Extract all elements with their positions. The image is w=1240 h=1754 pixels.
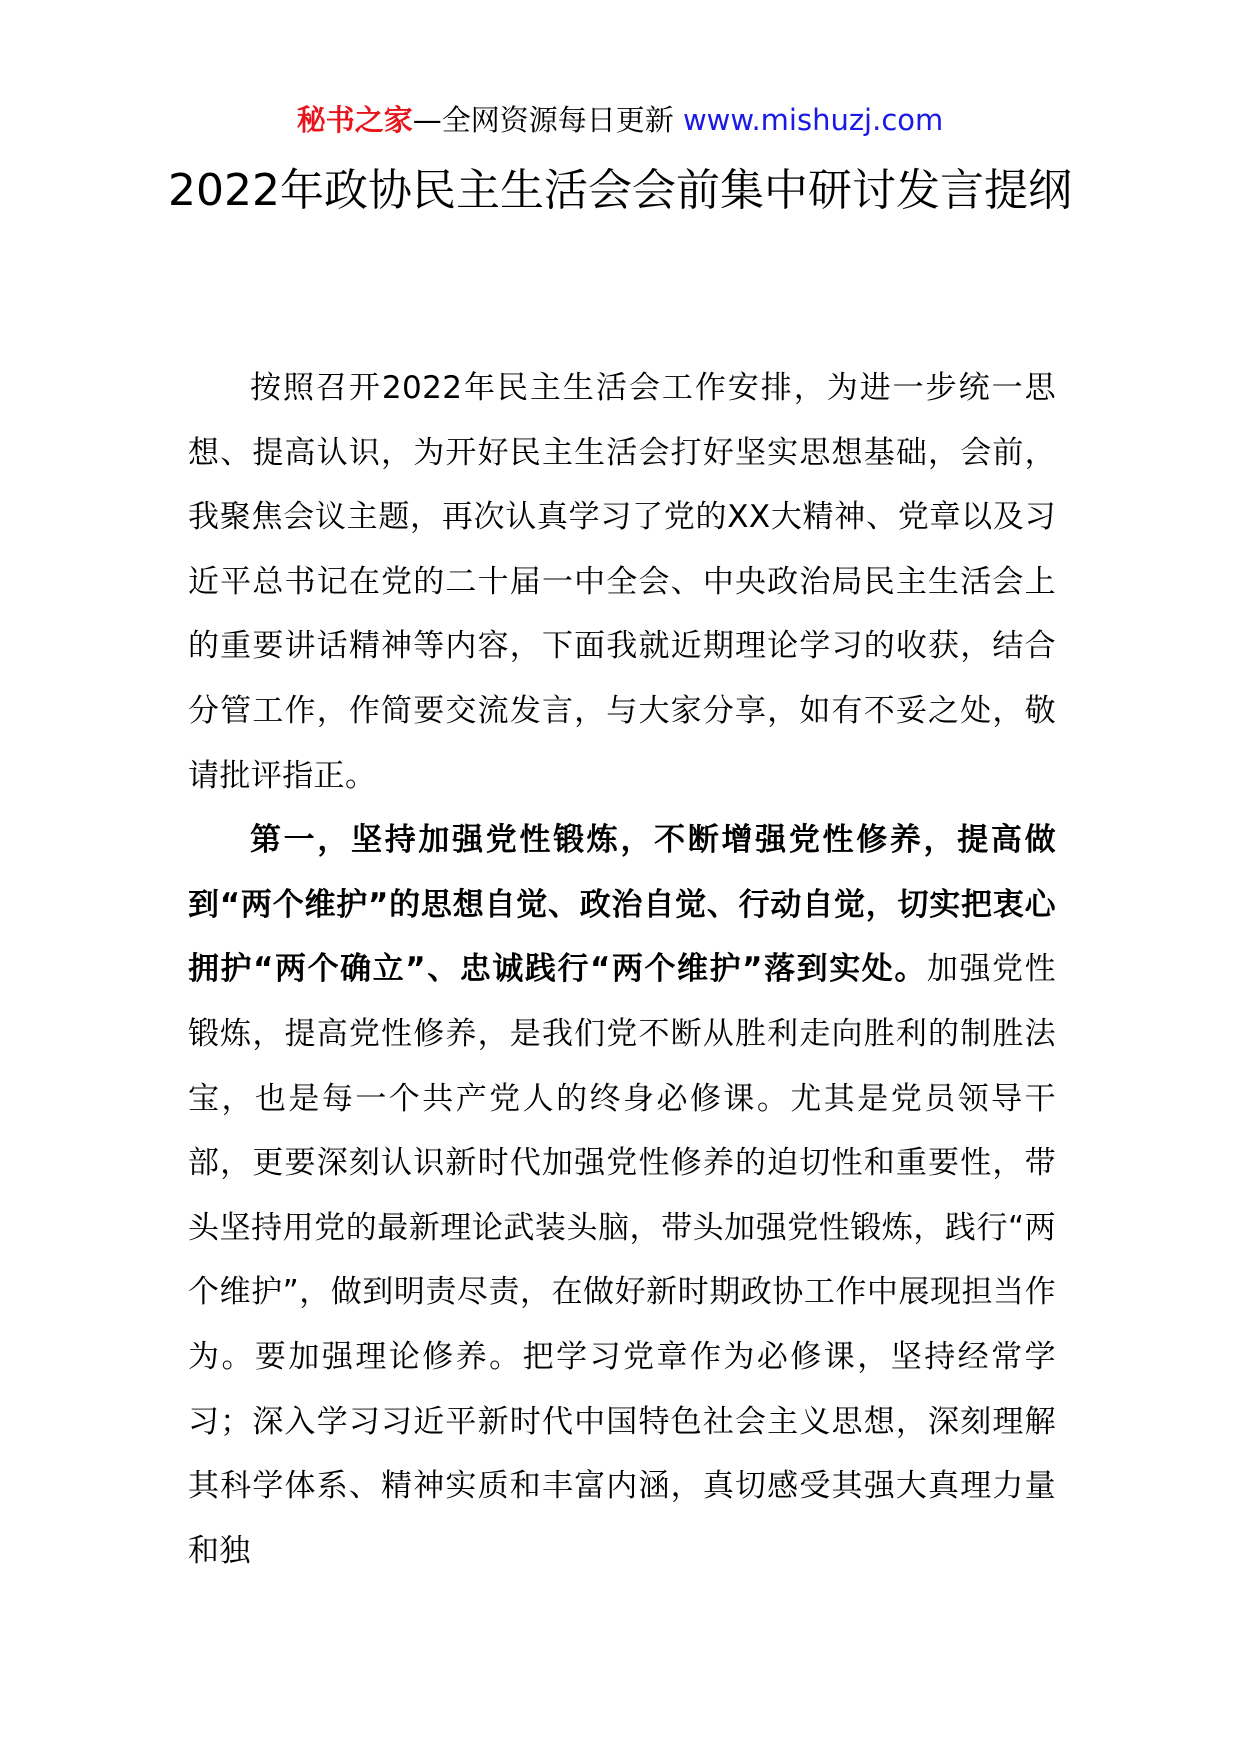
site-url-link[interactable]: www.mishuzj.com	[682, 103, 944, 137]
paragraph-point-one	[188, 808, 1056, 1583]
paragraph-intro	[188, 356, 1056, 808]
site-tagline: —全网资源每日更新	[412, 103, 683, 137]
site-header	[0, 100, 1240, 140]
document-body	[188, 356, 1056, 1583]
site-brand[interactable]: 秘书之家	[296, 103, 413, 137]
document-title: 2022年政协民主生活会会前集中研讨发言提纲	[168, 165, 1072, 216]
paragraph-lead: 第一，坚持加强党性锻炼，不断增强党性修养，提高做到“两个维护”的思想自觉、政治自觉、行动自觉，切实把衷心拥护“两个确立”、忠诚践行“两个维护”落到实处。	[188, 822, 1056, 988]
paragraph-text: 按照召开2022年民主生活会工作安排，为进一步统一思想、提高认识，为开好民主生活会打好坚实思想基础，会前，我聚焦会议主题，再次认真学习了党的XX大精神、党章以及习近平总书记在党的二十届一中全会、中央政治局民主生活会上的重要讲话精神等内容，下面我就近期理论学习的收获，结合分管工作，作简要交流发言，与大家分享，如有不妥之处，敬请批评指正。	[188, 370, 1056, 794]
paragraph-text: 加强党性锻炼，提高党性修养，是我们党不断从胜利走向胜利的制胜法宝，也是每一个共产党人的终身必修课。尤其是党员领导干部，更要深刻认识新时代加强党性修养的迫切性和重要性，带头坚持用党的最新理论武装头脑，带头加强党性锻炼，践行“两个维护”，做到明责尽责，在做好新时期政协工作中展现担当作为。要加强理论修养。把学习党章作为必修课，坚持经常学习；深入学习习近平新时代中国特色社会主义思想，深刻理解其科学体系、精神实质和丰富内涵，真切感受其强大真理力量和独	[188, 951, 1056, 1569]
